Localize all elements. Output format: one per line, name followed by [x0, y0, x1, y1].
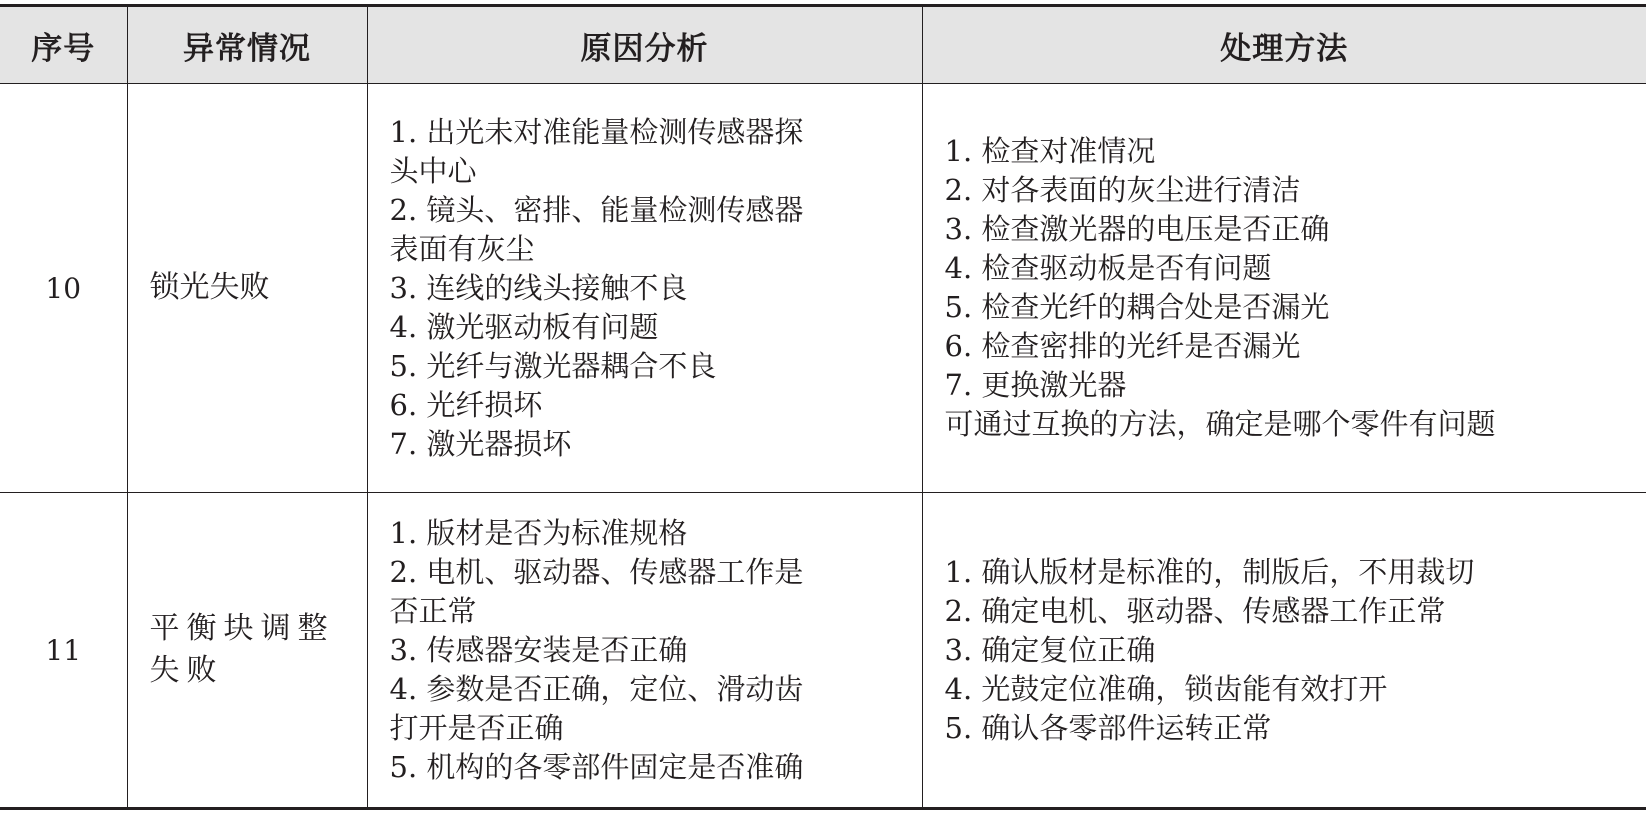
- method-line: 3. 检查激光器的电压是否正确: [944, 212, 1330, 246]
- method-line: 2. 确定电机、驱动器、传感器工作正常: [944, 593, 1446, 628]
- cause-line: 2. 镜头、密排、能量检测传感器: [389, 192, 804, 227]
- method-line: 4. 检查驱动板是否有问题: [944, 251, 1272, 285]
- header-causes: 原因分析: [367, 6, 922, 84]
- cause-line: 头中心: [389, 153, 477, 188]
- cause-line: 5. 光纤与激光器耦合不良: [389, 348, 717, 383]
- row-methods: [922, 84, 1646, 493]
- cause-line: 3. 连线的线头接触不良: [389, 270, 688, 305]
- row-condition: [127, 493, 367, 809]
- header-condition: 异常情况: [127, 6, 367, 84]
- row-causes: [367, 84, 922, 493]
- cause-line: 6. 光纤损坏: [389, 387, 543, 422]
- cause-line: 4. 参数是否正确，定位、滑动齿: [389, 671, 804, 706]
- method-line: 6. 检查密排的光纤是否漏光: [944, 329, 1301, 363]
- method-line: 1. 检查对准情况: [944, 134, 1156, 168]
- cause-line: 1. 版材是否为标准规格: [389, 515, 688, 550]
- cause-line: 3. 传感器安装是否正确: [389, 632, 688, 667]
- row-causes: [367, 493, 922, 809]
- cause-line: 打开是否正确: [389, 710, 564, 745]
- method-line: 1. 确认版材是标准的，制版后，不用裁切: [944, 554, 1475, 589]
- table-header: [0, 6, 1646, 84]
- condition-line: 平衡块调整: [149, 611, 335, 646]
- header-methods: 处理方法: [922, 6, 1646, 84]
- method-line: 7. 更换激光器: [944, 368, 1127, 402]
- row-number: 11: [0, 493, 127, 809]
- header-row: [0, 6, 1646, 84]
- table-row: [0, 493, 1646, 809]
- method-line: 5. 确认各零部件运转正常: [944, 710, 1272, 745]
- fault-table: [0, 4, 1646, 810]
- cause-line: 否正常: [389, 593, 477, 628]
- cause-line: 1. 出光未对准能量检测传感器探: [389, 114, 804, 149]
- method-line: 4. 光鼓定位准确，锁齿能有效打开: [944, 671, 1388, 706]
- cause-line: 表面有灰尘: [389, 231, 535, 266]
- method-line: 5. 检查光纤的耦合处是否漏光: [944, 290, 1330, 324]
- cause-line: 5. 机构的各零部件固定是否准确: [389, 749, 804, 784]
- method-line: 2. 对各表面的灰尘进行清洁: [944, 173, 1301, 207]
- table-row: [0, 84, 1646, 493]
- cause-line: 4. 激光驱动板有问题: [389, 309, 659, 344]
- method-line: 3. 确定复位正确: [944, 632, 1156, 667]
- row-methods: [922, 493, 1646, 809]
- condition-line: 失败: [149, 653, 224, 688]
- cause-line: 2. 电机、驱动器、传感器工作是: [389, 554, 804, 589]
- header-no: 序号: [0, 6, 127, 84]
- method-line: 可通过互换的方法，确定是哪个零件有问题: [944, 407, 1496, 441]
- row-condition: 锁光失败: [127, 84, 367, 493]
- row-number: 10: [0, 84, 127, 493]
- cause-line: 7. 激光器损坏: [389, 426, 572, 461]
